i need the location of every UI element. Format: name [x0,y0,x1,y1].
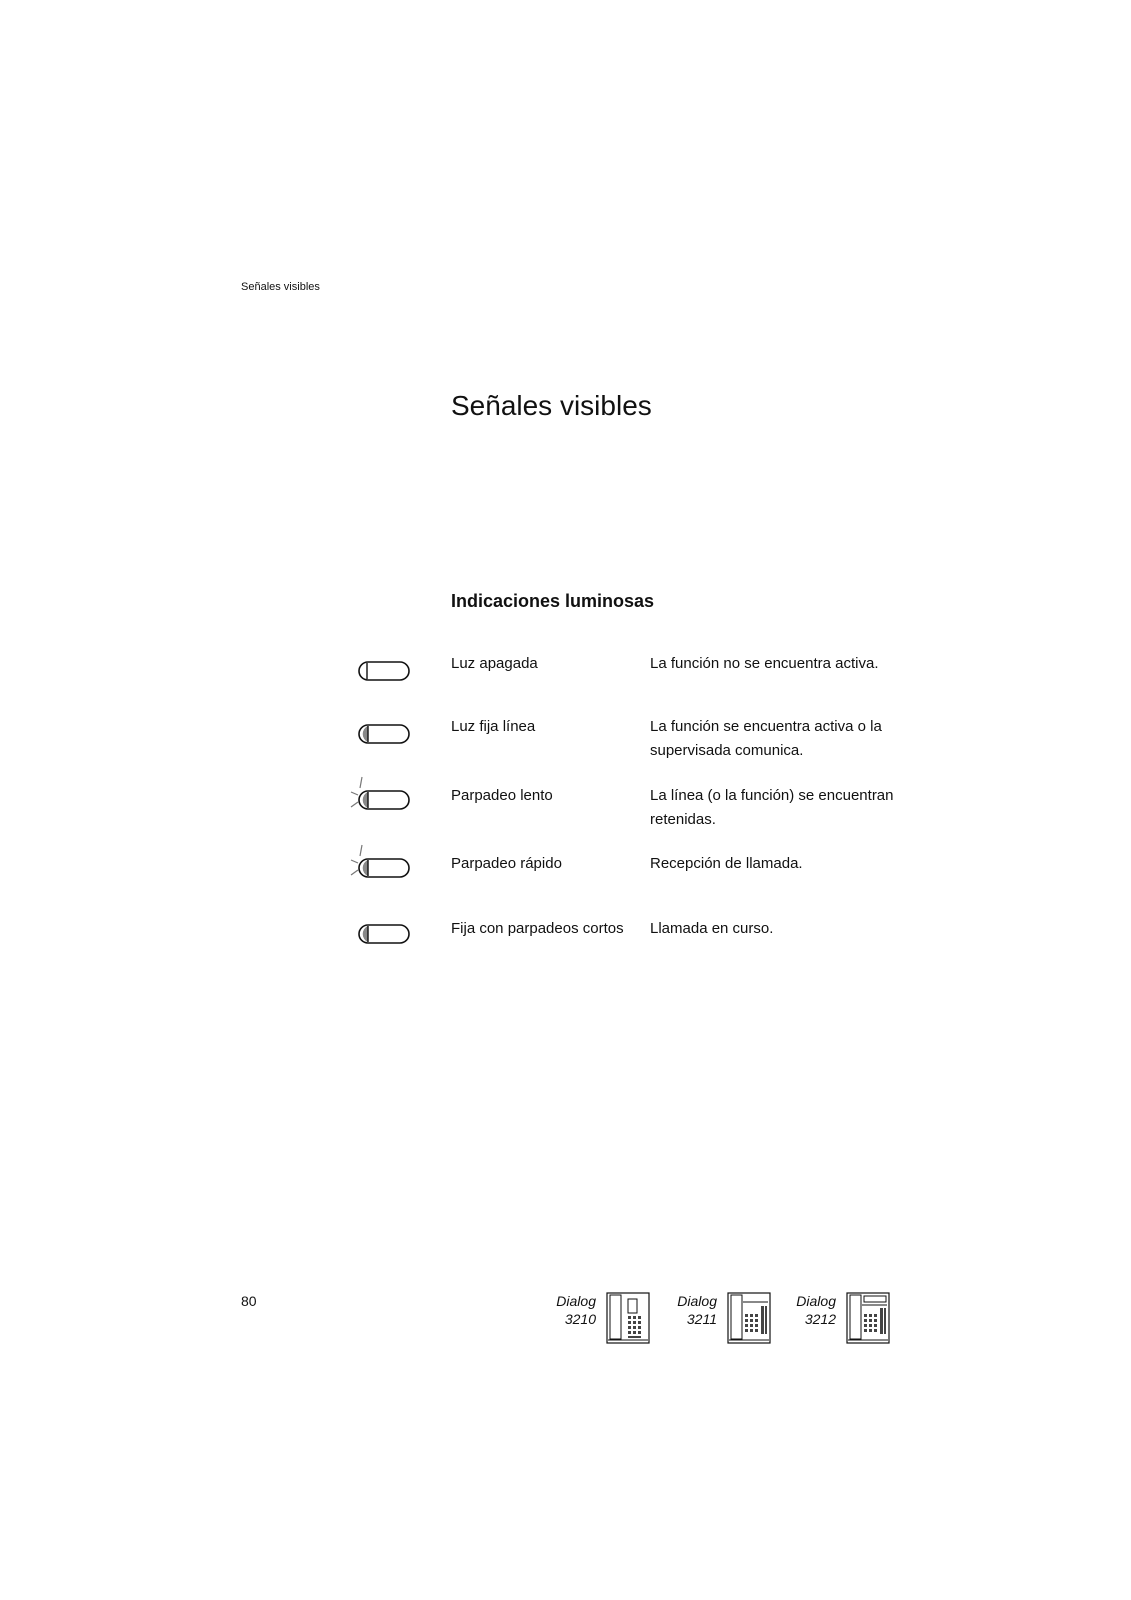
signal-row [0,917,1131,977]
signal-state: Fija con parpadeos cortos [451,920,624,937]
model-number: 3210 [564,1311,596,1327]
model-label [556,1292,596,1328]
signal-row [0,784,1131,844]
page-title: Señales visibles [451,390,652,421]
signal-row [0,652,1131,712]
section-heading: Indicaciones luminosas [451,591,655,611]
model-label [677,1292,717,1328]
model-number: 3211 [686,1311,717,1327]
model-number: 3212 [804,1311,836,1327]
signal-meaning: Llamada en curso. [650,920,774,937]
signal-meaning: La función no se encuentra activa. [650,655,879,672]
model-label [796,1292,836,1328]
lamp-fast-flash-icon [348,842,414,886]
lamp-steady-short-flash-icon [348,917,414,951]
phone-3212-icon [846,1292,890,1344]
signal-meaning: La línea (o la función) se encuentran retenidas. [650,787,894,828]
model-brand: Dialog [556,1293,596,1309]
model-brand: Dialog [677,1293,717,1309]
signal-state: Luz fija línea [451,718,536,735]
signal-meaning: Recepción de llamada. [650,855,803,872]
signal-meaning: La función se encuentra activa o la supervisada comunica. [650,718,882,759]
signal-state: Luz apagada [451,655,538,672]
model-badge [740,1292,890,1346]
signal-row [0,852,1131,912]
lamp-steady-icon [348,717,414,751]
model-brand: Dialog [796,1293,836,1309]
lamp-off-icon [348,654,414,688]
signal-state: Parpadeo rápido [451,855,562,872]
signal-state: Parpadeo lento [451,787,553,804]
lamp-slow-flash-icon [348,774,414,818]
running-header: Señales visibles [241,281,320,293]
signal-row [0,715,1131,775]
page-number: 80 [241,1293,257,1309]
